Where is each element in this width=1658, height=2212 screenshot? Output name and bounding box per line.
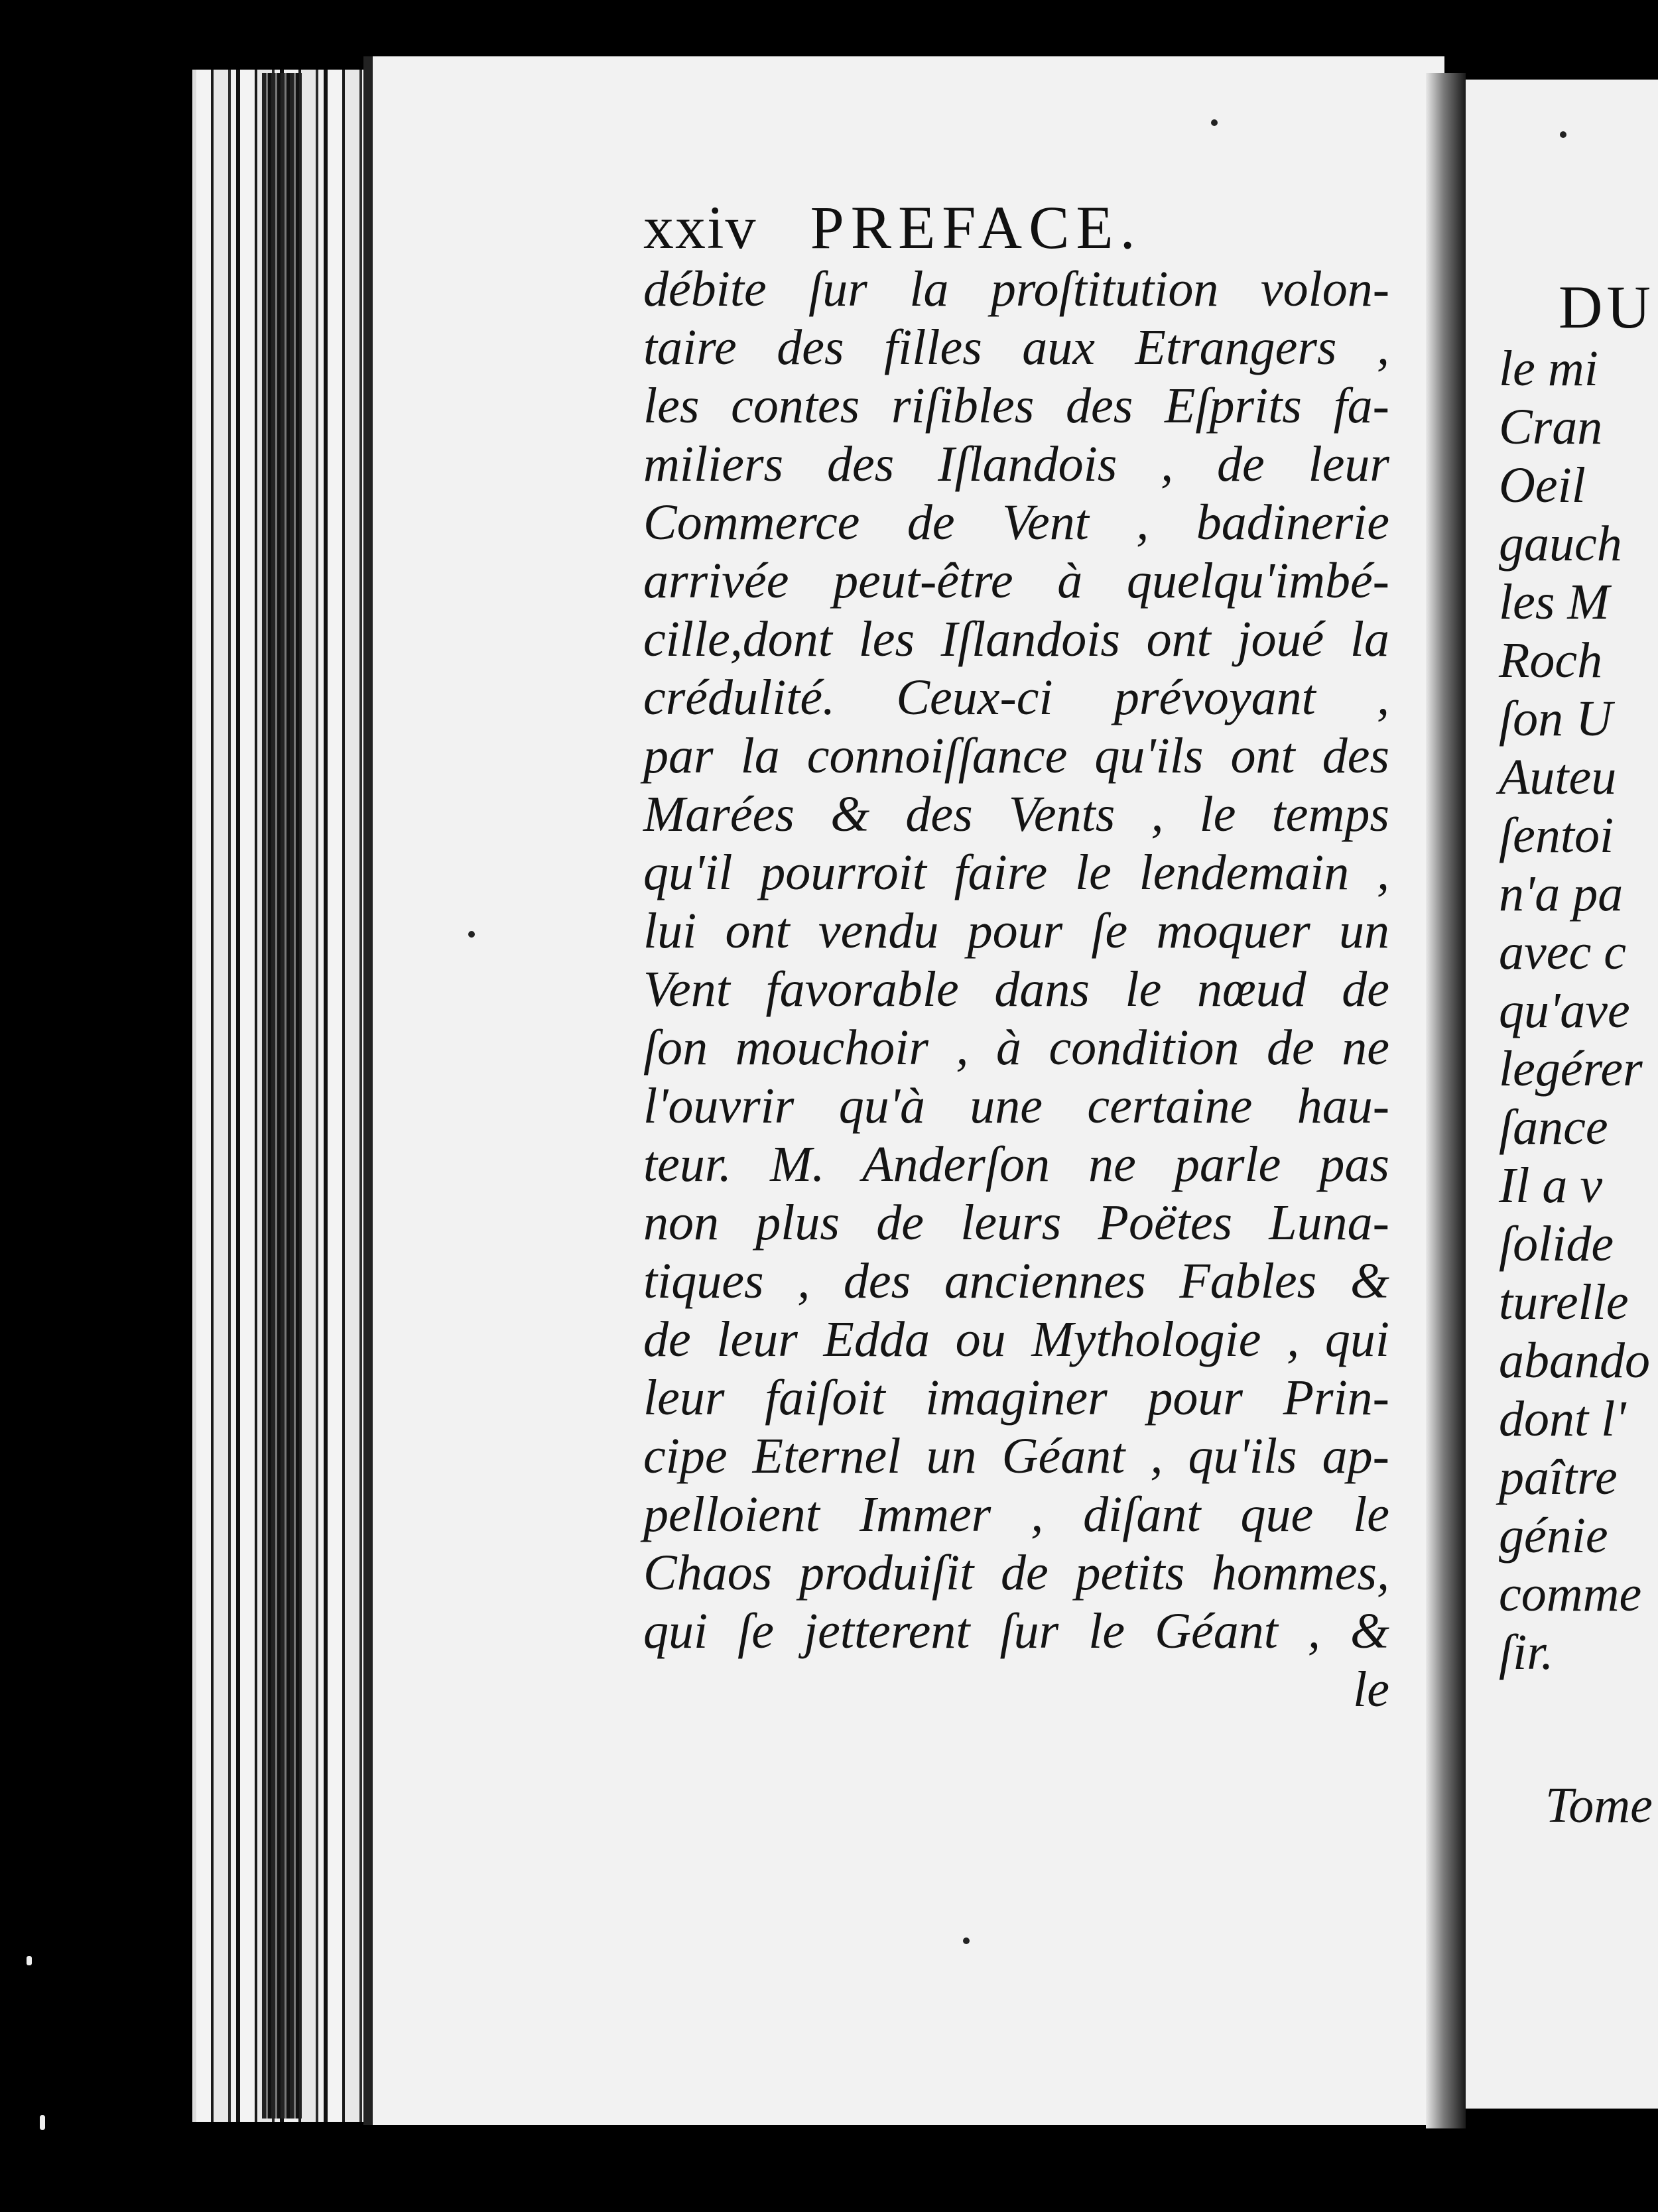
- page-number: xxiv: [643, 194, 757, 261]
- text-line: Auteu: [1499, 749, 1617, 805]
- dust-speck: [40, 2115, 45, 2130]
- right-page: [1466, 80, 1658, 2109]
- text-line: qui ſe jetterent ſur le Géant , &: [643, 1603, 1389, 1659]
- text-line: Marées & des Vents , le temps: [643, 786, 1389, 842]
- text-line: Roch: [1499, 633, 1603, 688]
- text-line: par la connoiſſance qu'ils ont des: [643, 728, 1389, 784]
- text-line: dont l': [1499, 1391, 1626, 1447]
- running-title: PREFACE.: [810, 194, 1142, 261]
- text-line: abando: [1499, 1333, 1650, 1388]
- text-line: teur. M. Anderſon ne parle pas: [643, 1137, 1389, 1192]
- text-line: génie: [1499, 1508, 1608, 1564]
- text-line: ſon mouchoir , à condition de ne: [643, 1020, 1389, 1075]
- catchword: le: [1353, 1662, 1389, 1717]
- text-line: les contes riſibles des Eſprits fa-: [643, 378, 1389, 434]
- text-line: ſance: [1499, 1099, 1608, 1155]
- ink-speck: [1211, 119, 1218, 126]
- text-line: lui ont vendu pour ſe moquer un: [643, 903, 1389, 959]
- text-line: taire des filles aux Etrangers ,: [643, 320, 1389, 375]
- text-line: gauch: [1499, 516, 1622, 572]
- text-line: tiques , des anciennes Fables &: [643, 1253, 1389, 1309]
- text-line: legérer: [1499, 1041, 1643, 1097]
- ink-speck: [963, 1937, 970, 1944]
- running-head: [643, 192, 1142, 263]
- dust-speck: [27, 1956, 32, 1965]
- text-line: ſir.: [1499, 1625, 1554, 1680]
- text-line: Cran: [1499, 399, 1603, 455]
- text-line: Vent favorable dans le nœud de: [643, 961, 1389, 1017]
- text-line: les M: [1499, 574, 1610, 630]
- text-line: ſolide: [1499, 1216, 1614, 1272]
- page-edges-shadow: [262, 73, 302, 2119]
- text-line: Il a v: [1499, 1158, 1603, 1213]
- text-line: cipe Eternel un Géant , qu'ils ap-: [643, 1428, 1389, 1484]
- ink-speck: [1560, 131, 1566, 138]
- text-line: comme: [1499, 1566, 1642, 1622]
- text-line: paître: [1499, 1449, 1618, 1505]
- text-line: crédulité. Ceux-ci prévoyant ,: [643, 670, 1389, 725]
- text-line: turelle: [1499, 1274, 1629, 1330]
- right-page-signature: Tome: [1545, 1778, 1653, 1833]
- text-line: Chaos produiſit de petits hommes,: [643, 1545, 1389, 1601]
- text-line: cille,dont les Iſlandois ont joué la: [643, 611, 1389, 667]
- text-line: pelloient Immer , diſant que le: [643, 1487, 1389, 1542]
- right-page-text: [1499, 339, 1650, 1682]
- text-line: ſentoi: [1499, 808, 1614, 863]
- text-line: Commerce de Vent , badinerie: [643, 495, 1389, 550]
- text-line: non plus de leurs Poëtes Luna-: [643, 1195, 1389, 1251]
- text-line: ſon U: [1499, 691, 1612, 747]
- text-line: avec c: [1499, 924, 1626, 980]
- text-line: l'ouvrir qu'à une certaine hau-: [643, 1078, 1389, 1134]
- text-line: Oeil: [1499, 458, 1586, 513]
- body-text: [643, 260, 1389, 1719]
- ink-speck: [468, 931, 475, 938]
- text-line: de leur Edda ou Mythologie , qui: [643, 1312, 1389, 1367]
- text-line: débite ſur la proſtitution volon-: [643, 261, 1389, 317]
- text-line: qu'il pourroit faire le lendemain ,: [643, 845, 1389, 900]
- book-gutter: [1426, 73, 1466, 2128]
- text-line: miliers des Iſlandois , de leur: [643, 436, 1389, 492]
- text-line: qu'ave: [1499, 983, 1630, 1038]
- text-line: arrivée peut-être à quelqu'imbé-: [643, 553, 1389, 609]
- text-line: n'a pa: [1499, 866, 1624, 922]
- text-line: leur faiſoit imaginer pour Prin-: [643, 1370, 1389, 1426]
- right-running-head: DU: [1559, 273, 1655, 341]
- text-line: le mi: [1499, 341, 1598, 397]
